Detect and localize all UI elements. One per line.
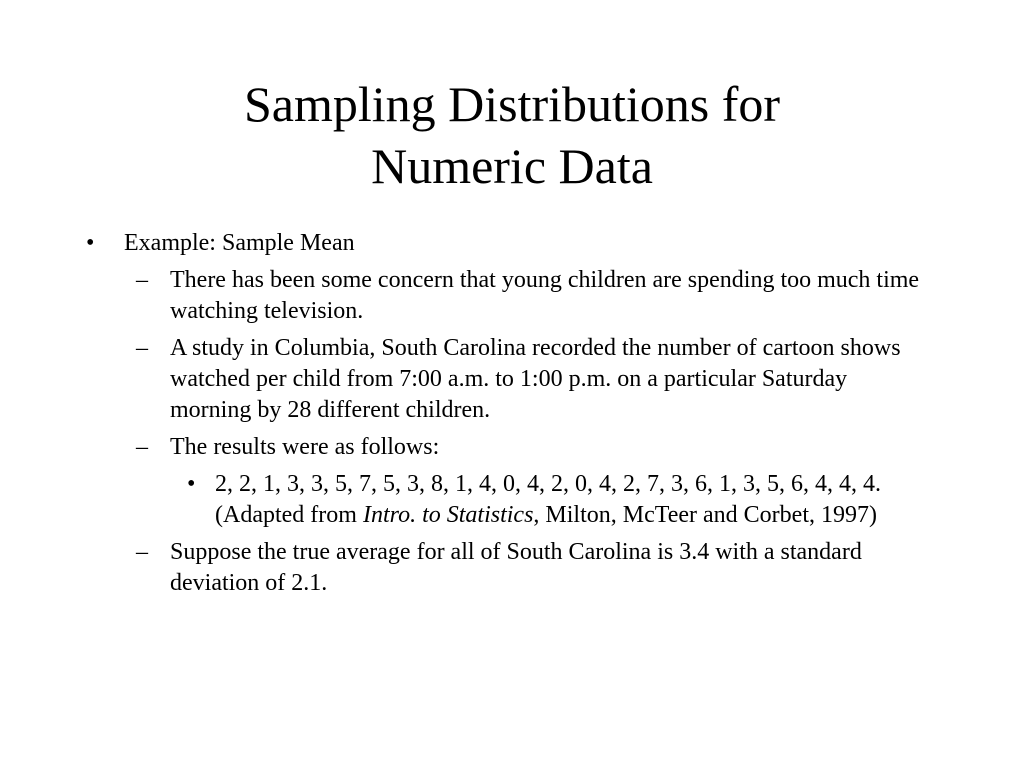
dash-marker: – <box>136 539 148 565</box>
data-values-text: 2, 2, 1, 3, 3, 5, 7, 5, 3, 8, 1, 4, 0, 4, 2, 0, 4, 2, 7, 3, 6, 1, 3, 5, 6, 4, 4, 4. (Adapted from <box>215 471 881 528</box>
sub-item-concern <box>84 265 950 327</box>
sub-bullet-marker: • <box>187 471 196 497</box>
sub-item-text: There has been some concern that young children are spending too much time watching television. <box>170 267 920 324</box>
source-citation: , Milton, McTeer and Corbet, 1997) <box>533 502 877 528</box>
slide-body <box>84 228 964 599</box>
bullet-example <box>84 228 964 259</box>
title-line-1: Sampling Distributions for <box>243 76 781 132</box>
sub-item-text: The results were as follows: <box>170 434 440 460</box>
source-title: Intro. to Statistics <box>362 502 534 528</box>
dash-marker: – <box>136 267 148 293</box>
sub-item-text: Suppose the true average for all of South Carolina is 3.4 with a standard deviation of 2.1. <box>170 539 862 596</box>
bullet-marker: • <box>86 230 95 256</box>
dash-marker: – <box>136 434 148 460</box>
sub-item-study <box>84 333 930 426</box>
slide-title <box>0 73 1024 197</box>
bullet-text: Example: Sample Mean <box>124 230 355 256</box>
sub-item-text: A study in Columbia, South Carolina recorded the number of cartoon shows watched per child from 7:00 a.m. to 1:00 p.m. on a particular Saturday morning by 28 different children. <box>170 335 901 423</box>
sub-item-results <box>84 432 910 463</box>
title-line-2: Numeric Data <box>371 138 653 194</box>
data-values-item <box>84 469 925 531</box>
dash-marker: – <box>136 335 148 361</box>
sub-item-suppose <box>84 537 910 599</box>
